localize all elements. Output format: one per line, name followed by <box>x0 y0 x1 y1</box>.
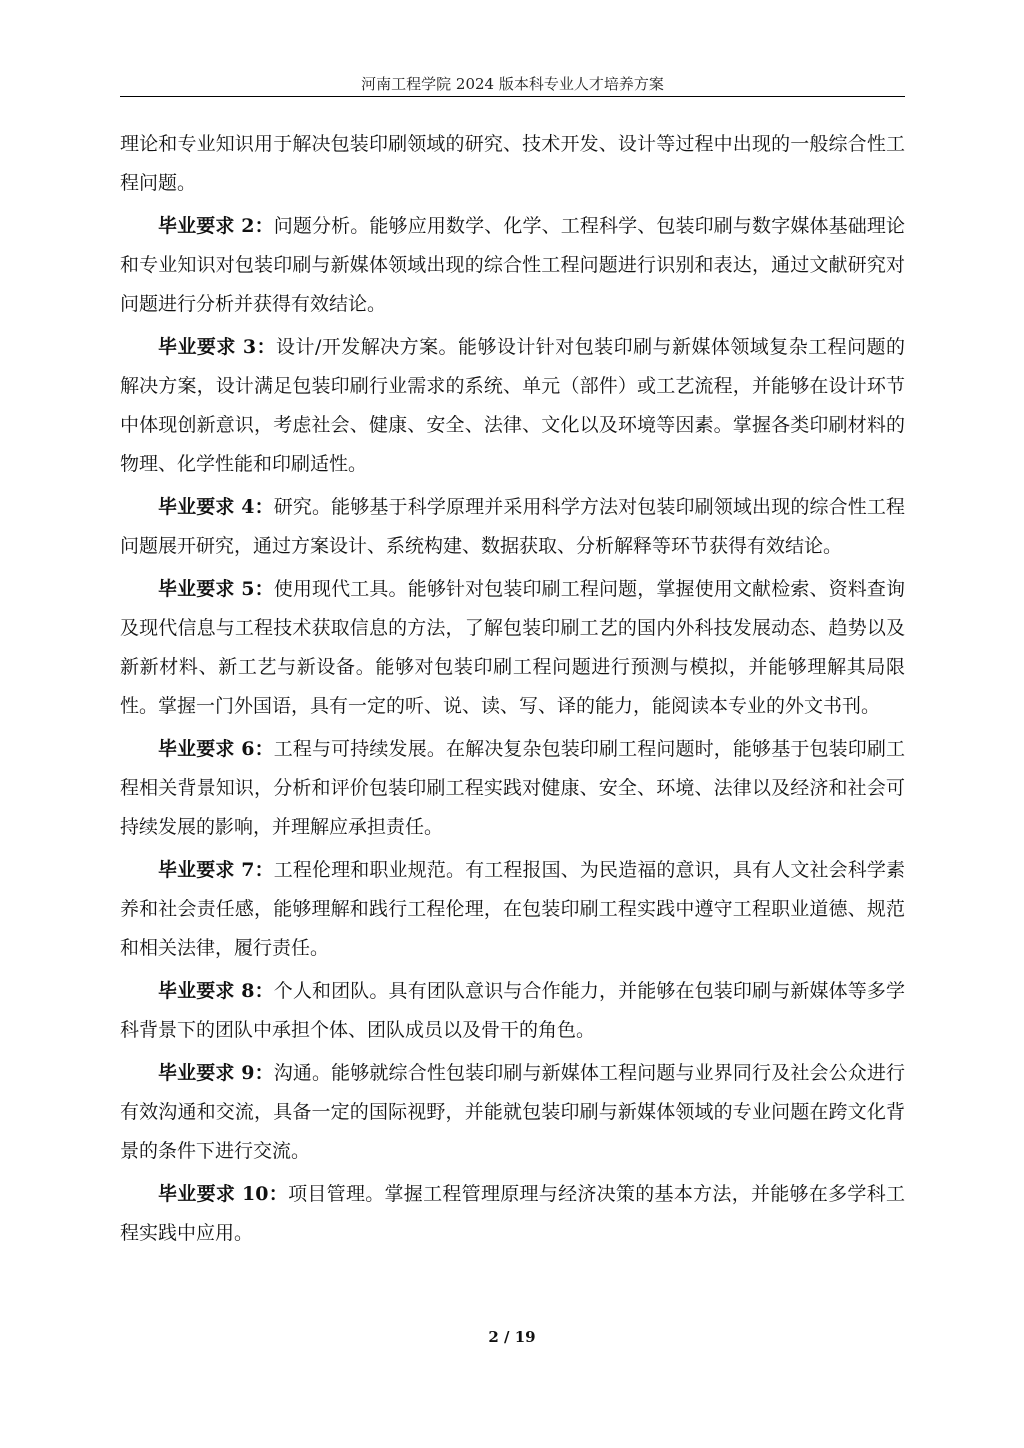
requirement-5 <box>120 570 905 726</box>
requirement-2 <box>120 207 905 324</box>
requirement-4 <box>120 488 905 566</box>
requirement-text: 工程与可持续发展。在解决复杂包装印刷工程问题时，能够基于包装印刷工程相关背景知识，分析和评价包装印刷工程实践对健康、安全、环境、法律以及经济和社会可持续发展的影响，并理解应承担责任。 <box>120 738 905 838</box>
document-body <box>120 125 905 1257</box>
requirement-text: 个人和团队。具有团队意识与合作能力，并能够在包装印刷与新媒体等多学科背景下的团队中承担个体、团队成员以及骨干的角色。 <box>120 980 905 1041</box>
requirement-3 <box>120 328 905 484</box>
requirement-label: 毕业要求 6： <box>158 738 274 760</box>
requirement-label: 毕业要求 4： <box>158 496 274 518</box>
requirement-label: 毕业要求 3： <box>158 336 277 358</box>
requirement-label: 毕业要求 10： <box>158 1183 289 1205</box>
page-header <box>120 72 905 97</box>
requirement-9 <box>120 1054 905 1171</box>
header-title: 河南工程学院 2024 版本科专业人才培养方案 <box>361 75 664 93</box>
requirement-text: 项目管理。掌握工程管理原理与经济决策的基本方法，并能够在多学科工程实践中应用。 <box>120 1183 905 1244</box>
requirement-text: 使用现代工具。能够针对包装印刷工程问题，掌握使用文献检索、资料查询及现代信息与工程技术获取信息的方法，了解包装印刷工艺的国内外科技发展动态、趋势以及新新材料、新工艺与新设备。能够对包装印刷工程问题进行预测与模拟，并能够理解其局限性。掌握一门外国语，具有一定的听、说、读、写、译的能力，能阅读本专业的外文书刊。 <box>120 578 905 717</box>
requirement-8 <box>120 972 905 1050</box>
requirement-label: 毕业要求 9： <box>158 1062 274 1084</box>
requirement-label: 毕业要求 7： <box>158 859 274 881</box>
requirement-text: 工程伦理和职业规范。有工程报国、为民造福的意识，具有人文社会科学素养和社会责任感，能够理解和践行工程伦理，在包装印刷工程实践中遵守工程职业道德、规范和相关法律，履行责任。 <box>120 859 905 959</box>
requirement-7 <box>120 851 905 968</box>
requirement-text: 沟通。能够就综合性包装印刷与新媒体工程问题与业界同行及社会公众进行有效沟通和交流，具备一定的国际视野，并能就包装印刷与新媒体领域的专业问题在跨文化背景的条件下进行交流。 <box>120 1062 905 1162</box>
requirement-10 <box>120 1175 905 1253</box>
continuation-paragraph: 理论和专业知识用于解决包装印刷领域的研究、技术开发、设计等过程中出现的一般综合性工程问题。 <box>120 133 905 194</box>
requirement-text: 研究。能够基于科学原理并采用科学方法对包装印刷领域出现的综合性工程问题展开研究，通过方案设计、系统构建、数据获取、分析解释等环节获得有效结论。 <box>120 496 905 557</box>
requirement-label: 毕业要求 8： <box>158 980 274 1002</box>
page-number: 2 / 19 <box>488 1328 536 1346</box>
requirement-label: 毕业要求 5： <box>158 578 274 600</box>
requirement-text: 设计/开发解决方案。能够设计针对包装印刷与新媒体领域复杂工程问题的解决方案，设计满足包装印刷行业需求的系统、单元（部件）或工艺流程，并能够在设计环节中体现创新意识，考虑社会、健康、安全、法律、文化以及环境等因素。掌握各类印刷材料的物理、化学性能和印刷适性。 <box>120 336 905 475</box>
requirement-6 <box>120 730 905 847</box>
requirement-text: 问题分析。能够应用数学、化学、工程科学、包装印刷与数字媒体基础理论和专业知识对包装印刷与新媒体领域出现的综合性工程问题进行识别和表达，通过文献研究对问题进行分析并获得有效结论。 <box>120 215 905 315</box>
requirement-label: 毕业要求 2： <box>158 215 274 237</box>
